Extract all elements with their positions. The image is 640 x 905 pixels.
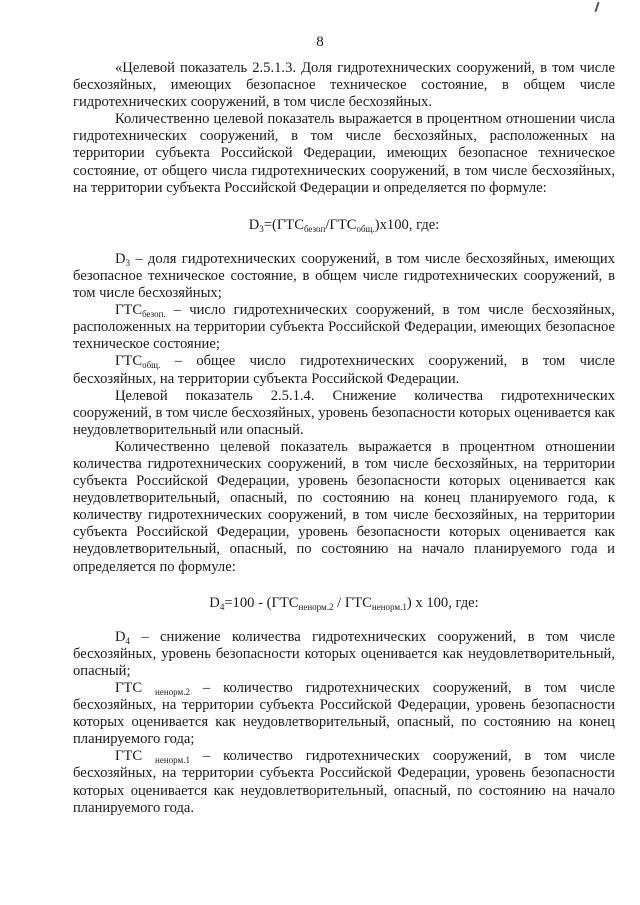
- definition-gts-bezop: $ГТС_{безоп.}$ – число гидротехнических сооружений, в том числе бесхозяйных, расположенных на территории субъекта Российской Федерации, имеющих безопасное техническое состояние;: [73, 302, 615, 353]
- term-d4: $D_4$: [115, 628, 131, 646]
- page-number: 8: [316, 34, 324, 50]
- definition-d4: $D_4$ – снижение количества гидротехнических сооружений, в том числе бесхозяйных, уровень безопасности которых оценивается как неудовлетворительный, опасный;: [73, 628, 615, 679]
- definition-d3: $D_3$ – доля гидротехнических сооружений, в том числе бесхозяйных, имеющих безопасное техническое состояние, в общем числе гидротехнических сооружений, в том числе бесхозяйных;: [73, 250, 615, 302]
- scan-mark: [595, 2, 600, 12]
- term-gts-bezop: $ГТС_{безоп.}$: [115, 302, 166, 320]
- paragraph-calculation-method-1: Количественно целевой показатель выражается в процентном отношении числа гидротехнических сооружений, в том числе бесхозяйных, расположенных на территории субъекта Российской Федерации, имеющих безопасное техническое состояние, от общего числа гидротехнических сооружений, в том числе бесхозяйных, на территории субъекта Российской Федерации и определяется по формуле:: [73, 111, 615, 196]
- formula-d4: $D_4=100 - (ГТС_{ненорм.2} / ГТС_{ненорм.1})$ х 100, где:: [209, 594, 479, 612]
- term-gts-nenorm1: ГТС $_{ненорм.1}$: [115, 748, 190, 766]
- paragraph-indicator-2-5-1-3: «Целевой показатель 2.5.1.3. Доля гидротехнических сооружений, в том числе бесхозяйных, имеющих безопасное техническое состояние, в общем числе гидротехнических сооружений, в том числе бесхозяйных.: [73, 60, 615, 111]
- definition-gts-obsh: $ГТС_{общ.}$ – общее число гидротехнических сооружений, в том числе бесхозяйных, на территории субъекта Российской Федерации.: [73, 353, 615, 387]
- term-gts-obsh: $ГТС_{общ.}$: [115, 353, 161, 371]
- paragraph-indicator-2-5-1-4: Целевой показатель 2.5.1.4. Снижение количества гидротехнических сооружений, в том числе бесхозяйных, уровень безопасности которых оценивается как неудовлетворительный или опасный.: [73, 387, 615, 438]
- definition-gts-nenorm2: ГТС $_{ненорм.2}$ – количество гидротехнических сооружений, в том числе бесхозяйных, на территории субъекта Российской Федерации, уровень безопасности которых оценивается как неудовлетворительный, опасный, по состоянию на конец планируемого года;: [73, 680, 615, 748]
- formula-d3: $D_3=(ГТС_{безоп}/ГТС_{общ.})х100$, где:: [248, 216, 440, 234]
- document-body: [73, 60, 615, 817]
- term-gts-nenorm2: ГТС $_{ненорм.2}$: [115, 680, 190, 697]
- term-d3: $D_3$: [115, 250, 131, 268]
- definition-gts-nenorm1: ГТС $_{ненорм.1}$ – количество гидротехнических сооружений, в том числе бесхозяйных, на территории субъекта Российской Федерации, уровень безопасности которых оценивается как неудовлетворительный, опасный, по состоянию на начало планируемого года.: [73, 748, 615, 816]
- paragraph-calculation-method-2: Количественно целевой показатель выражается в процентном отношении количества гидротехнических сооружений, в том числе бесхозяйных, на территории субъекта Российской Федерации, уровень безопасности которых оценивается как неудовлетворительный, опасный, по состоянию на конец планируемого года, к количеству гидротехнических сооружений, в том числе бесхозяйных, на территории субъекта Российской Федерации, уровень безопасности которых оценивается как неудовлетворительный, опасный, по состоянию на начало планируемого года и определяется по формуле:: [73, 438, 615, 575]
